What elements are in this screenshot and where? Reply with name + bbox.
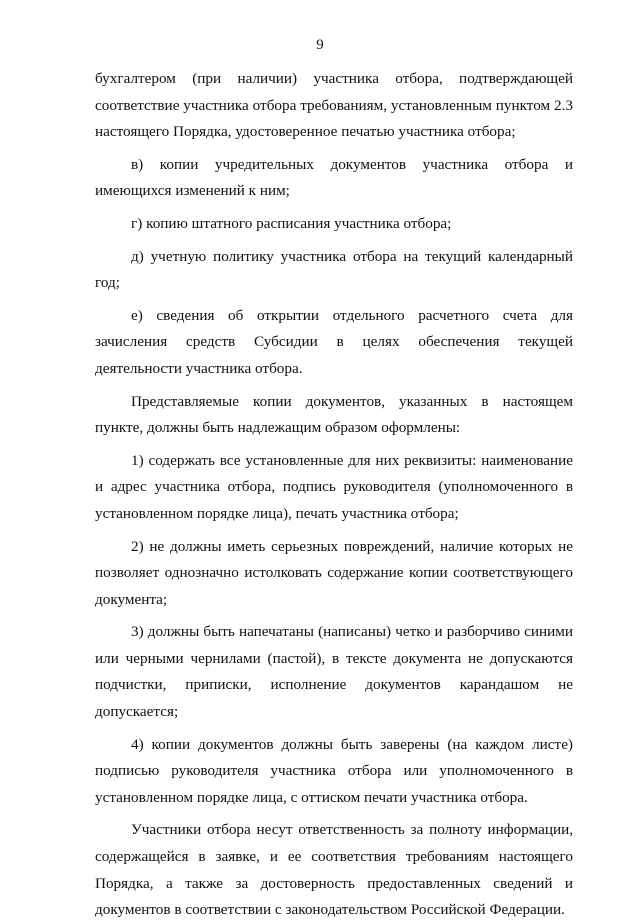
paragraph-requirement-1: 1) содержать все установленные для них реквизиты: наименование и адрес участника отбора, подпись руководителя (уполномоченного в установленном порядке лица), печать участника отбора; [95, 451, 573, 522]
paragraph-item-e: е) сведения об открытии отдельного расчетного счета для зачисления средств Субсидии в целях обеспечения текущей деятельности участника отбора. [95, 306, 573, 377]
paragraph-requirement-3: 3) должны быть напечатаны (написаны) четко и разборчиво синими или черными чернилами (пастой), в тексте документа не допускаются подчистки, приписки, исполнение документов карандашом не допускается; [95, 623, 573, 721]
paragraph-item-v: в) копии учредительных документов участника отбора и имеющихся изменений к ним; [95, 155, 573, 200]
paragraph-requirement-2: 2) не должны иметь серьезных повреждений, наличие которых не позволяет однозначно истолковать содержание копии соответствующего документа; [95, 537, 573, 608]
document-body [95, 66, 573, 924]
paragraph-copies-requirements: Представляемые копии документов, указанных в настоящем пункте, должны быть надлежащим образом оформлены: [95, 392, 573, 437]
paragraph-requirement-4: 4) копии документов должны быть заверены (на каждом листе) подписью руководителя участника отбора или уполномоченного в установленном порядке лица, с оттиском печати участника отбора. [95, 735, 573, 806]
paragraph-item-d: д) учетную политику участника отбора на текущий календарный год; [95, 247, 573, 292]
page-number: 9 [316, 37, 324, 53]
paragraph-responsibility: Участники отбора несут ответственность за полноту информации, содержащейся в заявке, и ее соответствия требованиям настоящего Порядка, а также за достоверность предоставленных сведений и документов в соответствии с законодательством Российской Федерации. [95, 821, 573, 919]
paragraph-continuation: бухгалтером (при наличии) участника отбора, подтверждающей соответствие участника отбора требованиям, установленным пунктом 2.3 настоящего Порядка, удостоверенное печатью участника отбора; [95, 70, 573, 141]
paragraph-item-g: г) копию штатного расписания участника отбора; [131, 214, 452, 232]
